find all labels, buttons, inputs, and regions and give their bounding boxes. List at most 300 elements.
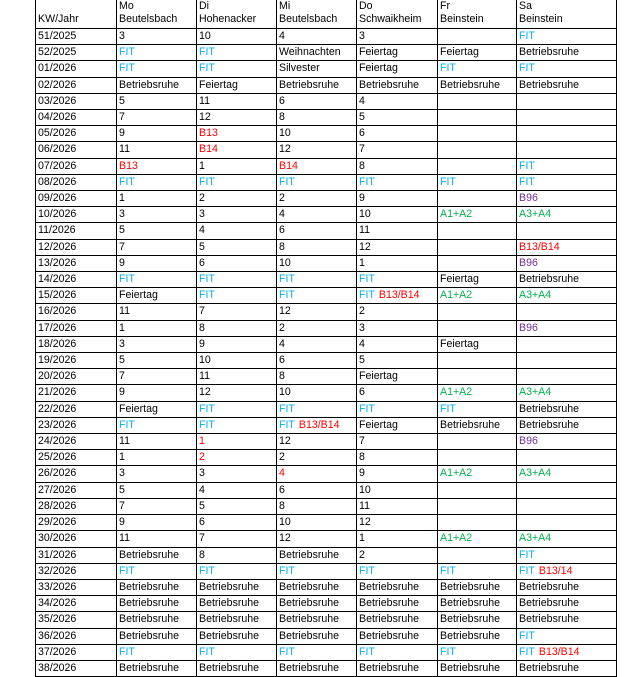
- cell-entry: Betriebsruhe: [199, 613, 260, 626]
- schedule-cell: [197, 644, 277, 660]
- week-cell: 28/2026: [36, 498, 117, 514]
- table-row: [36, 498, 617, 514]
- schedule-cell: [277, 142, 357, 158]
- schedule-cell: [438, 547, 517, 563]
- schedule-cell: [357, 288, 438, 304]
- header-location: Beinstein: [440, 13, 484, 25]
- cell-entry: 1: [359, 256, 365, 269]
- cell-entry: 10: [279, 386, 291, 399]
- cell-entry: B13: [119, 159, 138, 172]
- cell-entry: 3: [119, 467, 125, 480]
- schedule-cell: [517, 288, 617, 304]
- cell-entry: 7: [119, 240, 125, 253]
- cell-entry: 11: [359, 224, 370, 237]
- header-day: Mo: [119, 0, 134, 12]
- schedule-cell: [197, 223, 277, 239]
- schedule-table: [35, 0, 617, 677]
- schedule-cell: [517, 515, 617, 531]
- schedule-cell: [197, 191, 277, 207]
- schedule-cell: [277, 434, 357, 450]
- week-cell: 17/2026: [36, 320, 117, 336]
- cell-entry: 8: [279, 240, 285, 253]
- header-cell-mo: [117, 0, 197, 29]
- schedule-cell: [438, 531, 517, 547]
- cell-entry: FIT: [359, 564, 375, 577]
- schedule-cell: [117, 110, 197, 126]
- schedule-cell: [277, 336, 357, 352]
- cell-entry: A1+A2: [440, 467, 473, 480]
- schedule-cell: [277, 223, 357, 239]
- schedule-cell: [117, 45, 197, 61]
- week-cell: 13/2026: [36, 255, 117, 271]
- cell-entry: Betriebsruhe: [279, 613, 340, 626]
- cell-entry: FIT: [519, 548, 535, 561]
- cell-entry: Feiertag: [440, 273, 479, 286]
- schedule-cell: [438, 288, 517, 304]
- schedule-cell: [117, 174, 197, 190]
- cell-entry: 5: [119, 224, 125, 237]
- cell-entry: 8: [279, 111, 285, 124]
- schedule-cell: [438, 272, 517, 288]
- schedule-cell: [517, 174, 617, 190]
- schedule-cell: [277, 61, 357, 77]
- cell-entry: Betriebsruhe: [359, 629, 420, 642]
- cell-entry: 3: [199, 208, 205, 221]
- schedule-cell: [197, 579, 277, 595]
- schedule-cell: [438, 255, 517, 271]
- week-cell: 02/2026: [36, 77, 117, 93]
- table-row: [36, 515, 617, 531]
- cell-entry: Betriebsruhe: [519, 402, 580, 415]
- schedule-cell: [517, 191, 617, 207]
- cell-entry: 5: [359, 354, 365, 367]
- schedule-cell: [438, 450, 517, 466]
- cell-entry: Betriebsruhe: [440, 629, 501, 642]
- week-cell: 12/2026: [36, 239, 117, 255]
- schedule-cell: [438, 110, 517, 126]
- cell-entry: Silvester: [279, 62, 320, 75]
- schedule-cell: [277, 93, 357, 109]
- cell-entry: Feiertag: [199, 78, 238, 91]
- schedule-cell: [117, 304, 197, 320]
- schedule-cell: [517, 369, 617, 385]
- schedule-cell: [438, 401, 517, 417]
- week-cell: 22/2026: [36, 401, 117, 417]
- cell-entry: FIT: [440, 564, 456, 577]
- header-row: [36, 0, 617, 29]
- cell-entry: 11: [119, 305, 130, 318]
- schedule-cell: [117, 369, 197, 385]
- cell-entry: FIT: [279, 645, 295, 658]
- header-location: Hohenacker: [199, 13, 257, 25]
- schedule-cell: [277, 612, 357, 628]
- schedule-cell: [517, 660, 617, 676]
- schedule-cell: [277, 660, 357, 676]
- cell-entry: 11: [119, 435, 130, 448]
- week-cell: 31/2026: [36, 547, 117, 563]
- schedule-cell: [277, 191, 357, 207]
- schedule-cell: [117, 142, 197, 158]
- week-cell: 20/2026: [36, 369, 117, 385]
- cell-entry: B96: [519, 256, 538, 269]
- cell-entry: FIT: [119, 46, 135, 59]
- table-row: [36, 369, 617, 385]
- cell-entry: 12: [199, 386, 211, 399]
- cell-entry: FIT: [279, 402, 295, 415]
- cell-entry: B13/B14: [378, 289, 420, 302]
- schedule-cell: [117, 628, 197, 644]
- cell-entry: Betriebsruhe: [440, 661, 501, 674]
- cell-entry: Feiertag: [119, 402, 158, 415]
- week-cell: 06/2026: [36, 142, 117, 158]
- schedule-cell: [357, 29, 438, 45]
- cell-entry: B13: [199, 127, 218, 140]
- schedule-cell: [357, 450, 438, 466]
- header-cell-di: [197, 0, 277, 29]
- schedule-cell: [117, 644, 197, 660]
- cell-entry: B96: [519, 321, 538, 334]
- schedule-cell: [438, 93, 517, 109]
- cell-entry: FIT: [119, 175, 135, 188]
- cell-entry: 11: [199, 370, 210, 383]
- cell-entry: FIT: [279, 289, 295, 302]
- schedule-cell: [277, 369, 357, 385]
- header-day: Mi: [279, 0, 291, 12]
- schedule-cell: [438, 239, 517, 255]
- schedule-cell: [117, 288, 197, 304]
- cell-entry: FIT: [279, 175, 295, 188]
- week-cell: 01/2026: [36, 61, 117, 77]
- schedule-cell: [357, 612, 438, 628]
- schedule-cell: [357, 336, 438, 352]
- table-row: [36, 579, 617, 595]
- cell-entry: 7: [359, 143, 365, 156]
- schedule-cell: [197, 207, 277, 223]
- schedule-cell: [117, 191, 197, 207]
- schedule-cell: [517, 579, 617, 595]
- schedule-cell: [277, 320, 357, 336]
- schedule-cell: [517, 29, 617, 45]
- schedule-cell: [277, 207, 357, 223]
- cell-entry: Betriebsruhe: [119, 78, 180, 91]
- cell-entry: Feiertag: [440, 46, 479, 59]
- schedule-cell: [197, 547, 277, 563]
- table-row: [36, 158, 617, 174]
- schedule-cell: [357, 563, 438, 579]
- header-location: Schwaikheim: [359, 13, 422, 25]
- cell-entry: Betriebsruhe: [519, 273, 580, 286]
- cell-entry: 11: [119, 532, 130, 545]
- cell-entry: FIT: [519, 30, 535, 42]
- cell-entry: Feiertag: [359, 46, 398, 59]
- schedule-cell: [277, 29, 357, 45]
- schedule-cell: [117, 466, 197, 482]
- schedule-cell: [197, 239, 277, 255]
- table-row: [36, 547, 617, 563]
- cell-entry: FIT: [519, 159, 535, 172]
- schedule-cell: [438, 29, 517, 45]
- table-row: [36, 174, 617, 190]
- schedule-cell: [117, 515, 197, 531]
- table-row: [36, 61, 617, 77]
- cell-entry: 9: [119, 516, 125, 529]
- schedule-cell: [438, 207, 517, 223]
- cell-entry: 8: [279, 370, 285, 383]
- cell-entry: 10: [359, 483, 371, 496]
- schedule-cell: [357, 320, 438, 336]
- schedule-cell: [357, 385, 438, 401]
- cell-entry: 7: [359, 435, 365, 448]
- schedule-cell: [117, 61, 197, 77]
- cell-entry: 8: [199, 548, 205, 561]
- cell-entry: Betriebsruhe: [199, 629, 260, 642]
- cell-entry: FIT: [199, 46, 215, 59]
- schedule-cell: [277, 255, 357, 271]
- cell-entry: FIT: [199, 402, 215, 415]
- cell-entry: FIT: [359, 175, 375, 188]
- schedule-cell: [277, 288, 357, 304]
- cell-entry: 12: [359, 516, 371, 529]
- cell-entry: FIT: [119, 645, 135, 658]
- week-cell: 14/2026: [36, 272, 117, 288]
- schedule-cell: [438, 596, 517, 612]
- cell-entry: Betriebsruhe: [119, 580, 180, 593]
- cell-entry: FIT: [359, 402, 375, 415]
- schedule-cell: [438, 304, 517, 320]
- schedule-cell: [197, 385, 277, 401]
- schedule-cell: [438, 482, 517, 498]
- schedule-cell: [517, 223, 617, 239]
- cell-entry: 10: [359, 208, 371, 221]
- cell-entry: Betriebsruhe: [519, 418, 580, 431]
- schedule-cell: [438, 515, 517, 531]
- schedule-cell: [357, 272, 438, 288]
- schedule-cell: [117, 207, 197, 223]
- cell-entry: 3: [119, 337, 125, 350]
- schedule-cell: [197, 77, 277, 93]
- schedule-cell: [117, 77, 197, 93]
- header-label: KW/Jahr: [38, 13, 79, 25]
- cell-entry: 7: [119, 111, 125, 124]
- schedule-cell: [517, 498, 617, 514]
- table-row: [36, 191, 617, 207]
- schedule-cell: [517, 612, 617, 628]
- schedule-cell: [197, 434, 277, 450]
- cell-entry: Betriebsruhe: [279, 78, 340, 91]
- schedule-cell: [357, 61, 438, 77]
- schedule-cell: [197, 174, 277, 190]
- schedule-cell: [197, 466, 277, 482]
- schedule-cell: [517, 531, 617, 547]
- table-row: [36, 336, 617, 352]
- cell-entry: 2: [279, 192, 285, 205]
- cell-entry: FIT: [440, 645, 456, 658]
- schedule-cell: [438, 223, 517, 239]
- cell-entry: 6: [279, 354, 285, 367]
- schedule-cell: [197, 255, 277, 271]
- cell-entry: Betriebsruhe: [440, 597, 501, 610]
- table-row: [36, 29, 617, 45]
- schedule-cell: [357, 45, 438, 61]
- schedule-cell: [357, 239, 438, 255]
- cell-entry: FIT: [440, 175, 456, 188]
- week-cell: 30/2026: [36, 531, 117, 547]
- cell-entry: Betriebsruhe: [119, 629, 180, 642]
- schedule-cell: [117, 417, 197, 433]
- schedule-cell: [117, 353, 197, 369]
- schedule-cell: [197, 596, 277, 612]
- header-location: Beutelsbach: [119, 13, 178, 25]
- cell-entry: 7: [119, 499, 125, 512]
- schedule-cell: [357, 660, 438, 676]
- cell-entry: Betriebsruhe: [359, 597, 420, 610]
- schedule-cell: [517, 547, 617, 563]
- cell-entry: Feiertag: [359, 370, 398, 383]
- header-day: Di: [199, 0, 210, 12]
- cell-entry: 11: [359, 499, 370, 512]
- cell-entry: A1+A2: [440, 289, 473, 302]
- cell-entry: 9: [119, 127, 125, 140]
- cell-entry: 5: [359, 111, 365, 124]
- cell-entry: FIT: [359, 645, 375, 658]
- schedule-cell: [277, 45, 357, 61]
- cell-entry: Betriebsruhe: [119, 597, 180, 610]
- schedule-cell: [517, 353, 617, 369]
- schedule-cell: [517, 450, 617, 466]
- schedule-cell: [197, 110, 277, 126]
- week-cell: 10/2026: [36, 207, 117, 223]
- table-row: [36, 628, 617, 644]
- schedule-cell: [517, 563, 617, 579]
- schedule-cell: [117, 612, 197, 628]
- table-header: [36, 0, 617, 29]
- table-row: [36, 223, 617, 239]
- cell-entry: 6: [199, 516, 205, 529]
- week-cell: 33/2026: [36, 579, 117, 595]
- schedule-cell: [197, 320, 277, 336]
- schedule-cell: [277, 628, 357, 644]
- schedule-cell: [438, 142, 517, 158]
- cell-entry: FIT: [119, 273, 135, 286]
- schedule-cell: [197, 660, 277, 676]
- schedule-cell: [517, 61, 617, 77]
- cell-entry: FIT: [119, 62, 135, 75]
- schedule-cell: [357, 77, 438, 93]
- header-location: Beinstein: [519, 13, 563, 25]
- cell-entry: 3: [199, 467, 205, 480]
- schedule-cell: [197, 45, 277, 61]
- schedule-cell: [197, 401, 277, 417]
- cell-entry: 7: [199, 532, 205, 545]
- schedule-cell: [277, 174, 357, 190]
- week-cell: 35/2026: [36, 612, 117, 628]
- week-cell: 03/2026: [36, 93, 117, 109]
- schedule-cell: [357, 158, 438, 174]
- schedule-cell: [277, 158, 357, 174]
- cell-entry: Betriebsruhe: [199, 597, 260, 610]
- schedule-cell: [517, 45, 617, 61]
- cell-entry: 2: [199, 192, 205, 205]
- schedule-cell: [277, 239, 357, 255]
- schedule-cell: [277, 579, 357, 595]
- schedule-cell: [357, 255, 438, 271]
- cell-entry: A3+A4: [519, 289, 552, 302]
- schedule-cell: [197, 288, 277, 304]
- schedule-cell: [517, 255, 617, 271]
- cell-entry: 3: [359, 321, 365, 334]
- cell-entry: B96: [519, 192, 538, 205]
- schedule-cell: [197, 515, 277, 531]
- header-cell-sa: [517, 0, 617, 29]
- cell-entry: 5: [119, 94, 125, 107]
- cell-entry: 4: [199, 483, 205, 496]
- cell-entry: 6: [199, 256, 205, 269]
- cell-entry: 6: [279, 94, 285, 107]
- schedule-cell: [117, 596, 197, 612]
- header-day: Sa: [519, 0, 532, 12]
- cell-entry: 2: [199, 451, 205, 464]
- schedule-cell: [438, 336, 517, 352]
- table-body: [36, 29, 617, 677]
- schedule-cell: [117, 126, 197, 142]
- cell-entry: FIT: [199, 273, 215, 286]
- schedule-cell: [277, 482, 357, 498]
- cell-entry: 8: [359, 451, 365, 464]
- cell-entry: A3+A4: [519, 386, 552, 399]
- cell-entry: 5: [199, 240, 205, 253]
- table-row: [36, 304, 617, 320]
- schedule-cell: [517, 628, 617, 644]
- cell-entry: FIT: [199, 62, 215, 75]
- cell-entry: 12: [199, 111, 211, 124]
- week-cell: 32/2026: [36, 563, 117, 579]
- cell-entry: FIT: [519, 62, 535, 75]
- cell-entry: FIT: [519, 564, 535, 577]
- cell-entry: B13/B14: [298, 418, 340, 431]
- table-row: [36, 612, 617, 628]
- schedule-cell: [117, 482, 197, 498]
- schedule-cell: [117, 320, 197, 336]
- schedule-cell: [517, 77, 617, 93]
- cell-entry: FIT: [199, 418, 215, 431]
- cell-entry: 2: [359, 548, 365, 561]
- schedule-cell: [117, 255, 197, 271]
- cell-entry: 5: [199, 499, 205, 512]
- schedule-cell: [357, 466, 438, 482]
- cell-entry: FIT: [279, 418, 295, 431]
- week-cell: 21/2026: [36, 385, 117, 401]
- cell-entry: Feiertag: [359, 62, 398, 75]
- schedule-cell: [117, 158, 197, 174]
- cell-entry: Betriebsruhe: [440, 580, 501, 593]
- cell-entry: 4: [199, 224, 205, 237]
- table-row: [36, 207, 617, 223]
- schedule-cell: [438, 628, 517, 644]
- schedule-cell: [277, 466, 357, 482]
- cell-entry: FIT: [359, 289, 375, 302]
- schedule-cell: [438, 579, 517, 595]
- cell-entry: 3: [119, 30, 125, 42]
- schedule-cell: [357, 417, 438, 433]
- cell-entry: Betriebsruhe: [519, 580, 580, 593]
- cell-entry: 10: [279, 256, 291, 269]
- schedule-cell: [117, 660, 197, 676]
- cell-entry: 11: [199, 94, 210, 107]
- schedule-cell: [197, 158, 277, 174]
- schedule-cell: [517, 336, 617, 352]
- table-row: [36, 450, 617, 466]
- cell-entry: FIT: [279, 564, 295, 577]
